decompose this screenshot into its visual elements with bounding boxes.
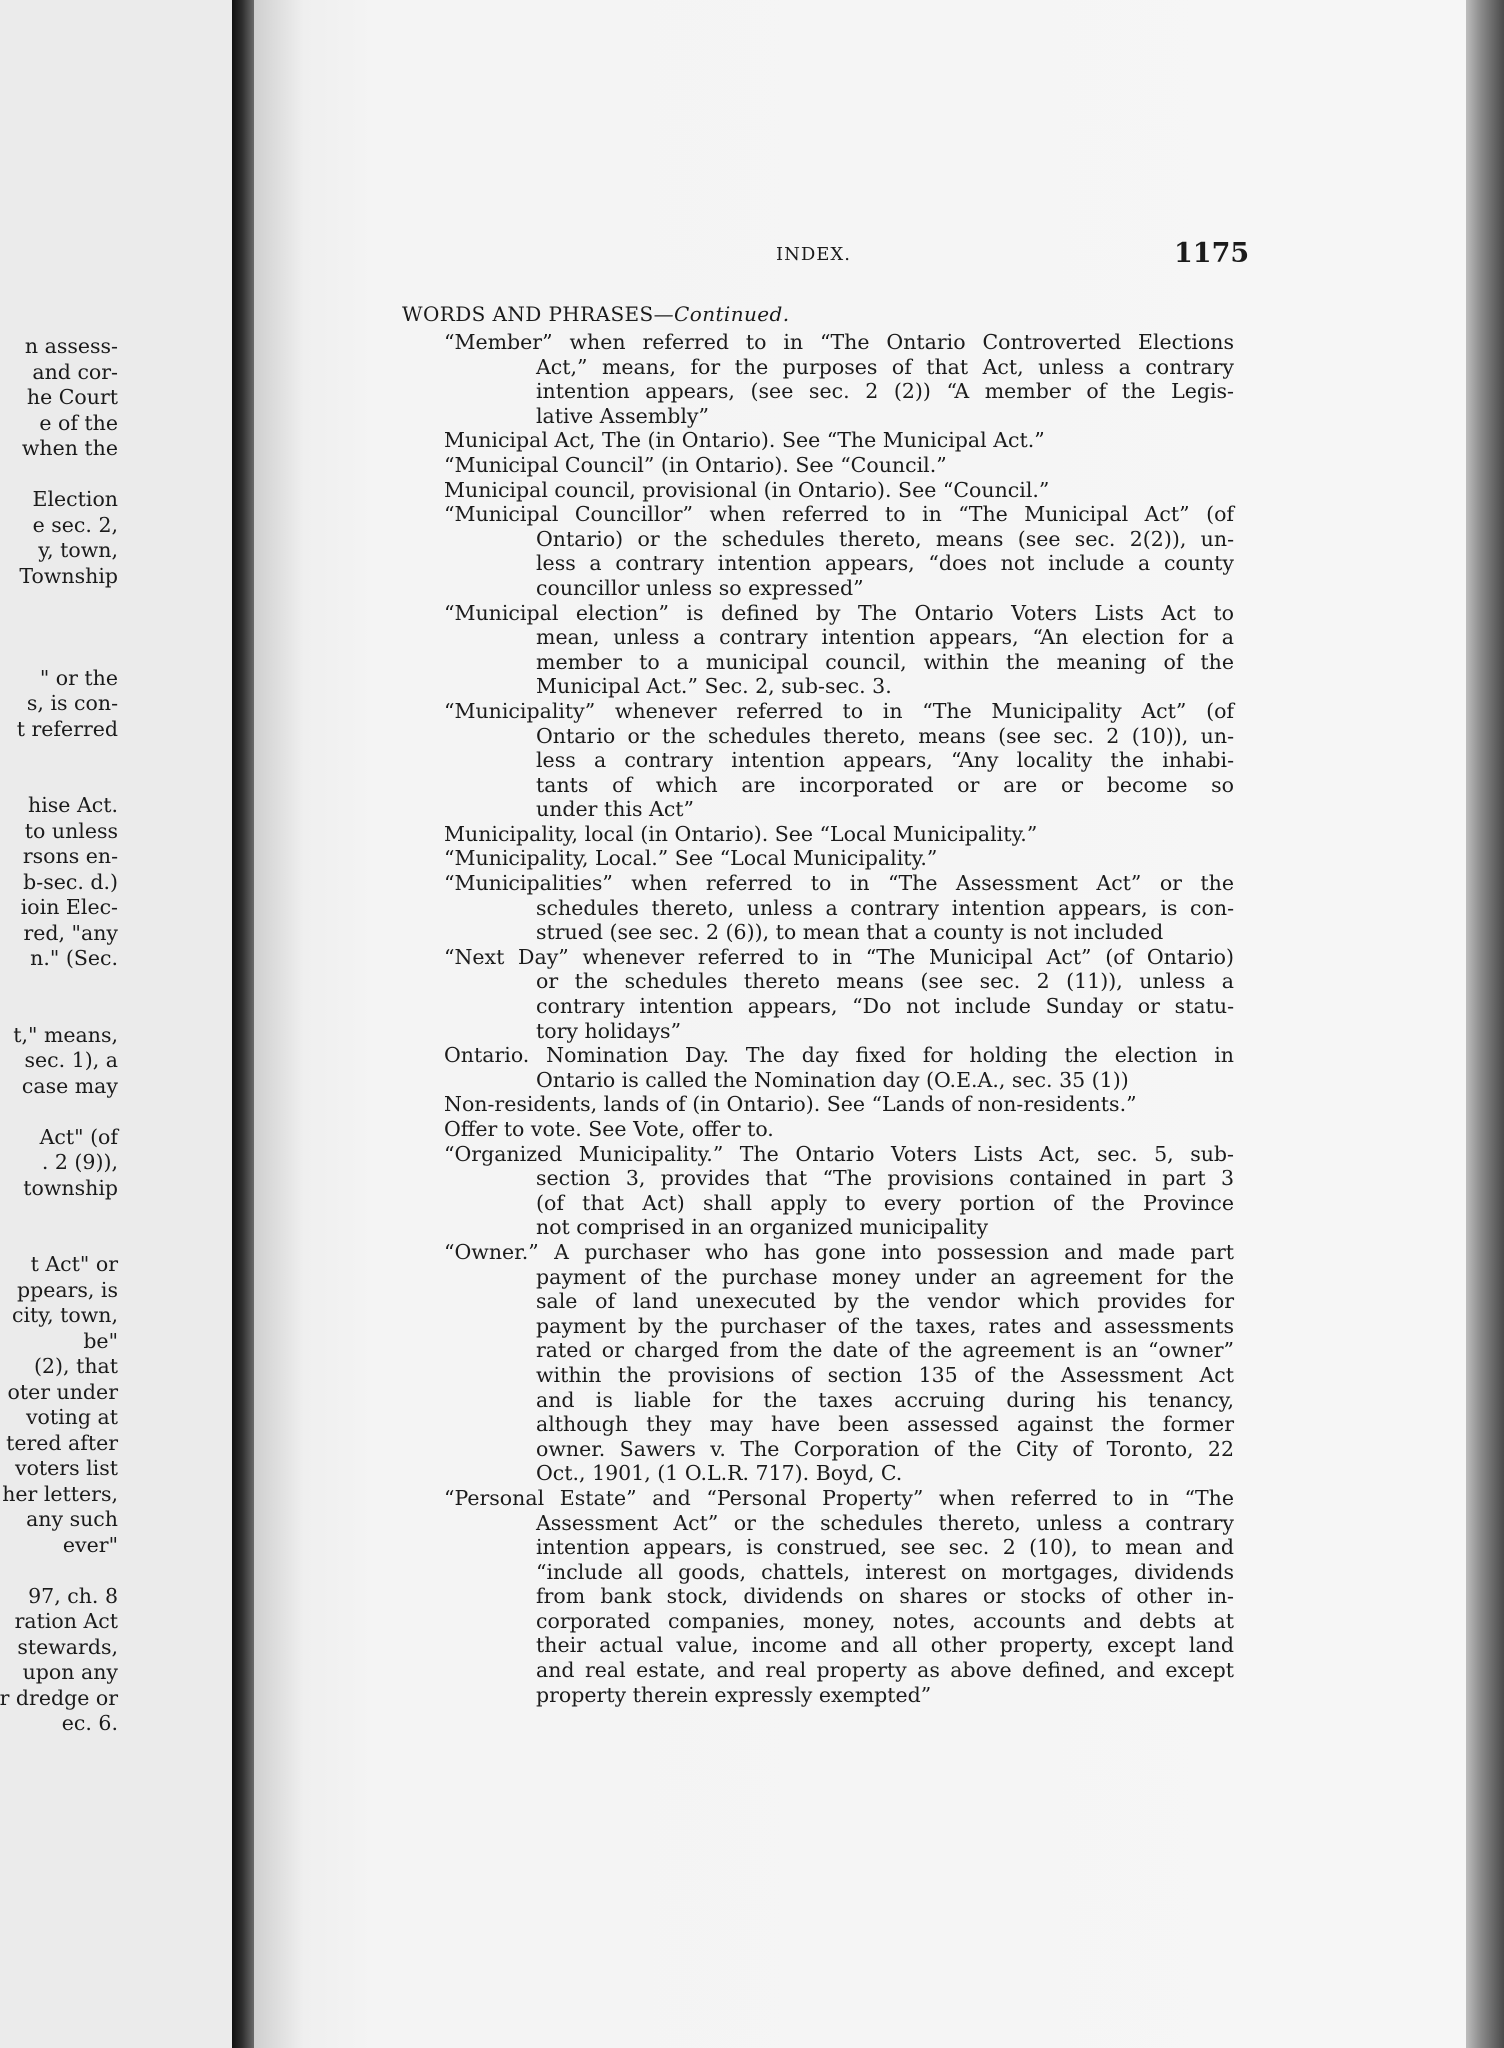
book-gutter	[232, 0, 254, 2048]
left-page-line: township	[23, 1175, 118, 1200]
index-entry-line: “include all goods, chattels, interest on mortgages, dividends	[536, 1559, 1234, 1584]
index-entry-line: property therein expressly exempted”	[536, 1682, 932, 1707]
index-entry-line: Oct., 1901, (1 O.L.R. 717). Boyd, C.	[536, 1461, 903, 1486]
index-entry	[444, 1240, 1234, 1486]
index-entry-line: or the schedules thereto means (see sec. 2 (11)), unless a	[536, 969, 1234, 994]
left-page-line: sec. 1), a	[24, 1048, 118, 1072]
left-page-line: ppears, is	[16, 1277, 118, 1302]
running-head: INDEX.	[776, 244, 851, 265]
index-entry	[444, 822, 1234, 847]
index-entry-line: rated or charged from the date of the agreement is an “owner”	[536, 1338, 1234, 1363]
left-page-line: tered after	[6, 1430, 118, 1455]
index-entry-line: payment by the purchaser of the taxes, rates and assessments	[536, 1313, 1234, 1338]
section-continued: Continued.	[674, 302, 790, 326]
left-page-line: ioin Elec-	[20, 895, 118, 919]
index-entry-line: sale of land unexecuted by the vendor which provides for	[536, 1289, 1234, 1314]
index-entry-line: “Municipal Councillor” when referred to in “The Municipal Act” (of	[444, 502, 1234, 527]
left-page-line	[0, 742, 118, 768]
left-page-line: " or the	[39, 665, 118, 690]
index-entry-line: councillor unless so expressed”	[536, 575, 864, 600]
index-entry-line: contrary intention appears, “Do not include Sunday or statu-	[536, 994, 1234, 1019]
index-entry-line: mean, unless a contrary intention appears, “An election for a	[536, 625, 1234, 650]
left-page-line: rsons en-	[22, 844, 118, 868]
index-entry-line: Municipal Act, The (in Ontario). See “The Municipal Act.”	[444, 428, 1045, 453]
left-page-line: to unless	[24, 818, 118, 843]
left-page-line	[0, 997, 118, 1023]
left-page-line: s, is con-	[26, 691, 118, 715]
left-page-line	[0, 1558, 118, 1584]
index-entry-line: Ontario. Nomination Day. The day fixed for holding the election in	[444, 1043, 1234, 1068]
index-entry-line: member to a municipal council, within the meaning of the	[536, 649, 1234, 674]
left-page-line: e of the	[39, 410, 118, 435]
index-entry	[444, 428, 1234, 453]
index-entry	[444, 1043, 1234, 1092]
index-entry-line: Ontario or the schedules thereto, means (see sec. 2 (10)), un-	[536, 723, 1234, 748]
index-entry-line: Municipal council, provisional (in Ontario). See “Council.”	[444, 477, 1050, 502]
left-page-line: n." (Sec.	[30, 946, 118, 970]
left-page-line: t referred	[16, 716, 118, 741]
left-page-line: her letters,	[2, 1481, 118, 1506]
index-entry-line: Non-residents, lands of (in Ontario). See “Lands of non-residents.”	[444, 1092, 1137, 1117]
index-entry-line: Ontario) or the schedules thereto, means (see sec. 2(2)), un-	[536, 526, 1234, 551]
index-entry	[444, 502, 1234, 600]
left-page-line: city, town,	[11, 1303, 118, 1327]
left-page-line: stewards,	[17, 1634, 118, 1659]
left-page-line: 97, ch. 8	[28, 1583, 118, 1608]
index-entry-line: Municipal Act.” Sec. 2, sub-sec. 3.	[536, 674, 892, 699]
left-page-line: be"	[83, 1328, 118, 1353]
page-header	[254, 240, 1466, 274]
index-entry-line: and is liable for the taxes accruing during his tenancy,	[536, 1387, 1234, 1412]
left-page-line	[0, 462, 118, 488]
index-entry-line: “Municipality” whenever referred to in “The Municipality Act” (of	[444, 698, 1234, 723]
index-entry	[444, 1486, 1234, 1707]
left-page-text-column	[0, 334, 118, 1737]
index-entry-line: less a contrary intention appears, “Any locality the inhabi-	[536, 748, 1234, 773]
section-title	[402, 302, 789, 326]
index-entry-line: strued (see sec. 2 (6)), to mean that a county is not included	[536, 920, 1164, 945]
index-entry	[444, 846, 1234, 871]
index-entry-line: “Next Day” whenever referred to in “The Municipal Act” (of Ontario)	[444, 944, 1234, 969]
index-entry	[444, 478, 1234, 503]
index-entry	[444, 1117, 1234, 1142]
index-entry-line: their actual value, income and all other property, except land	[536, 1633, 1234, 1658]
right-page	[254, 0, 1466, 2048]
index-entry	[444, 1092, 1234, 1117]
index-entry-line: not comprised in an organized municipality	[536, 1215, 989, 1240]
index-entry-line: owner. Sawers v. The Corporation of the City of Toronto, 22	[536, 1436, 1234, 1461]
index-entry	[444, 1142, 1234, 1240]
left-page-line: and cor-	[32, 359, 118, 384]
index-entry-line: schedules thereto, unless a contrary intention appears, is con-	[536, 895, 1234, 920]
left-page-line: voters list	[14, 1456, 118, 1480]
left-page-line: e sec. 2,	[32, 512, 118, 537]
left-page-line	[0, 1099, 118, 1125]
left-page-line: case may	[21, 1073, 118, 1098]
index-entry-line: intention appears, is construed, see sec. 2 (10), to mean and	[536, 1535, 1234, 1560]
index-entry-line: lative Assembly”	[536, 403, 709, 428]
left-page-line	[0, 768, 118, 794]
index-entry-line: “Personal Estate” and “Personal Property” when referred to in “The	[444, 1485, 1234, 1510]
index-entry	[444, 330, 1234, 428]
left-page-line: red, "any	[23, 920, 118, 945]
index-entry-line: “Member” when referred to in “The Ontario Controverted Elections	[444, 330, 1234, 354]
index-entry-line: tory holidays”	[536, 1018, 682, 1043]
left-page	[0, 0, 232, 2048]
index-entry-line: from bank stock, dividends on shares or stocks of other in-	[536, 1584, 1234, 1609]
left-page-line: Act" (of	[39, 1124, 118, 1149]
left-page-line	[0, 972, 118, 998]
left-page-line: t," means,	[13, 1022, 118, 1047]
index-entry-line: corporated companies, money, notes, accounts and debts at	[536, 1608, 1234, 1633]
page-edge	[1466, 0, 1504, 2048]
left-page-line	[0, 615, 118, 641]
index-entry-line: although they may have been assessed against the former	[536, 1412, 1234, 1437]
left-page-line: upon any	[22, 1660, 118, 1684]
index-entry	[444, 601, 1234, 699]
left-page-line: any such	[26, 1507, 118, 1531]
index-entries	[444, 330, 1234, 1707]
section-title-text: WORDS AND PHRASES—	[402, 302, 675, 326]
left-page-line: b-sec. d.)	[23, 869, 118, 894]
left-page-line	[0, 1227, 118, 1253]
index-entry-line: within the provisions of section 135 of the Assessment Act	[536, 1362, 1234, 1387]
index-entry	[444, 453, 1234, 478]
left-page-line: ration Act	[14, 1609, 118, 1633]
left-page-line: n assess-	[24, 334, 118, 358]
index-entry-line: “Municipal election” is defined by The Ontario Voters Lists Act to	[444, 600, 1234, 625]
left-page-line: t Act" or	[30, 1252, 118, 1276]
index-entry-line: Ontario is called the Nomination day (O.E.A., sec. 35 (1))	[536, 1067, 1129, 1092]
left-page-line: hise Act.	[28, 793, 118, 817]
left-page-line: Election	[32, 487, 118, 511]
index-entry-line: (of that Act) shall apply to every portion of the Province	[536, 1190, 1234, 1215]
index-entry-line: less a contrary intention appears, “does not include a county	[536, 551, 1234, 576]
left-page-line: when the	[21, 436, 118, 460]
index-entry	[444, 871, 1234, 945]
index-entry	[444, 945, 1234, 1043]
index-entry-line: Assessment Act” or the schedules thereto, unless a contrary	[536, 1510, 1234, 1535]
left-page-line: . 2 (9)),	[41, 1150, 118, 1174]
index-entry-line: “Municipal Council” (in Ontario). See “Council.”	[444, 452, 947, 477]
index-entry-line: payment of the purchase money under an agreement for the	[536, 1264, 1234, 1289]
index-entry-line: “Owner.” A purchaser who has gone into possession and made part	[444, 1239, 1234, 1264]
index-entry-line: “Municipalities” when referred to in “The Assessment Act” or the	[444, 871, 1234, 896]
left-page-line: ever"	[62, 1532, 118, 1557]
index-entry-line: intention appears, (see sec. 2 (2)) “A member of the Legis-	[536, 379, 1234, 404]
left-page-line: oter under	[7, 1379, 118, 1404]
index-entry-line: Act,” means, for the purposes of that Act, unless a contrary	[536, 354, 1234, 379]
left-page-line: Township	[19, 563, 118, 588]
index-entry	[444, 699, 1234, 822]
index-entry-line: section 3, provides that “The provisions contained in part 3	[536, 1166, 1234, 1191]
left-page-line: he Court	[26, 385, 118, 409]
index-entry-line: and real estate, and real property as above defined, and except	[536, 1658, 1234, 1683]
page-number: 1175	[1174, 238, 1250, 269]
left-page-line: r dredge or	[0, 1685, 118, 1710]
left-page-line: voting at	[25, 1405, 118, 1429]
left-page-line: ec. 6.	[61, 1711, 118, 1735]
left-page-line	[0, 589, 118, 615]
left-page-line: (2), that	[34, 1354, 118, 1378]
left-page-line: y, town,	[38, 538, 118, 562]
index-entry-line: under this Act”	[536, 797, 695, 822]
index-entry-line: “Organized Municipality.” The Ontario Voters Lists Act, sec. 5, sub-	[444, 1141, 1234, 1166]
index-entry-line: “Municipality, Local.” See “Local Municipality.”	[444, 846, 938, 871]
left-page-line	[0, 640, 118, 666]
index-entry-line: tants of which are incorporated or are or become so	[536, 772, 1234, 797]
index-entry-line: Municipality, local (in Ontario). See “Local Municipality.”	[444, 821, 1038, 846]
index-entry-line: Offer to vote. See Vote, offer to.	[444, 1117, 774, 1141]
left-page-line	[0, 1201, 118, 1227]
